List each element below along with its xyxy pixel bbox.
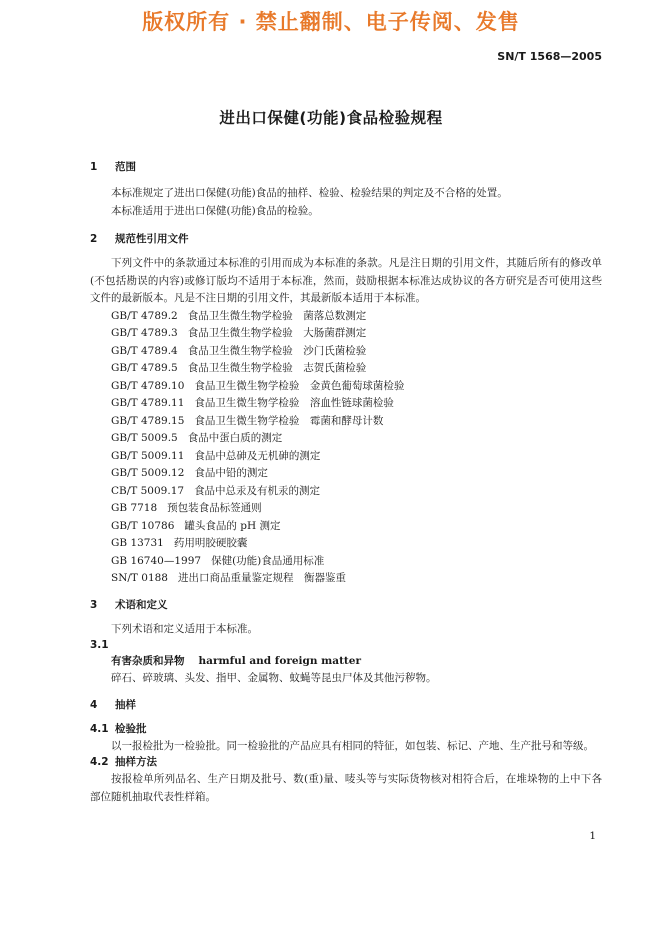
reference-code: GB 13731 xyxy=(111,537,164,549)
reference-item xyxy=(111,430,602,448)
term-number: 3.1 xyxy=(90,639,109,651)
section-title: 规范性引用文件 xyxy=(115,233,189,245)
reference-title: 食品中总汞及有机汞的测定 xyxy=(194,484,321,497)
document-body xyxy=(90,160,602,806)
section-3-heading xyxy=(90,598,602,612)
reference-code: GB/T 4789.2 xyxy=(111,309,178,322)
subsection-4-1-heading xyxy=(90,722,602,736)
subsection-title: 检验批 xyxy=(115,722,147,735)
subsection-number: 4.1 xyxy=(90,722,109,735)
section-number: 2 xyxy=(90,233,98,245)
reference-item xyxy=(111,378,602,396)
paragraph: 按报检单所列品名、生产日期及批号、数(重)量、唛头等与实际货物核对相符合后，在堆垛物的上中下各部位随机抽取代表性样箱。 xyxy=(90,773,602,803)
reference-title: 食品卫生微生物学检验 大肠菌群测定 xyxy=(187,327,367,339)
reference-code: GB/T 4789.10 xyxy=(111,379,185,392)
reference-code: GB 7718 xyxy=(111,502,158,514)
reference-title: 罐头食品的 pH 测定 xyxy=(184,519,281,532)
reference-item xyxy=(111,535,602,553)
term-english: harmful and foreign matter xyxy=(198,655,361,667)
term-heading xyxy=(90,653,602,670)
reference-code: SN/T 0188 xyxy=(111,572,168,584)
reference-item xyxy=(111,360,602,378)
reference-item xyxy=(111,518,602,536)
reference-title: 食品卫生微生物学检验 金黄色葡萄球菌检验 xyxy=(194,379,405,392)
reference-list xyxy=(111,308,602,588)
reference-item xyxy=(111,465,602,483)
reference-item xyxy=(111,483,602,501)
section-title: 抽样 xyxy=(115,698,136,711)
reference-code: GB/T 4789.15 xyxy=(111,414,185,427)
section-number: 1 xyxy=(90,161,98,173)
reference-item xyxy=(111,308,602,326)
reference-code: GB/T 5009.12 xyxy=(111,467,185,479)
subsection-4-2-heading xyxy=(90,755,602,769)
reference-title: 食品卫生微生物学检验 霉菌和酵母计数 xyxy=(194,414,384,427)
reference-code: GB/T 4789.5 xyxy=(111,362,178,374)
document-title: 进出口保健(功能)食品检验规程 xyxy=(219,109,443,127)
reference-code: GB/T 5009.11 xyxy=(111,449,185,462)
section-2-heading xyxy=(90,232,602,246)
section-title: 范围 xyxy=(115,161,136,173)
reference-code: GB/T 4789.4 xyxy=(111,344,178,357)
reference-title: 食品卫生微生物学检验 志贺氏菌检验 xyxy=(187,362,367,374)
paragraph: 本标准规定了进出口保健(功能)食品的抽样、检验、检验结果的判定及不合格的处置。 xyxy=(111,187,508,199)
subsection-number: 4.2 xyxy=(90,756,109,768)
reference-code: GB/T 10786 xyxy=(111,519,175,532)
section-1-heading xyxy=(90,160,602,174)
reference-title: 食品卫生微生物学检验 菌落总数测定 xyxy=(187,309,367,322)
reference-item xyxy=(111,448,602,466)
paragraph: 以一报检批为一检验批。同一检验批的产品应具有相同的特征，如包装、标记、产地、生产批号和等级。 xyxy=(111,739,594,752)
term-chinese: 有害杂质和异物 xyxy=(111,655,185,667)
reference-title: 保健(功能)食品通用标准 xyxy=(211,554,325,567)
reference-title: 食品中铅的测定 xyxy=(194,467,268,479)
reference-item xyxy=(111,343,602,361)
reference-code: GB/T 5009.5 xyxy=(111,432,178,444)
paragraph: 下列术语和定义适用于本标准。 xyxy=(111,622,258,635)
reference-code: GB/T 4789.3 xyxy=(111,327,178,339)
reference-item xyxy=(111,500,602,518)
section-number: 3 xyxy=(90,598,98,611)
paragraph: 下列文件中的条款通过本标准的引用而成为本标准的条款。凡是注日期的引用文件，其随后所有的修改单(不包括勘误的内容)或修订版均不适用于本标准，然而，鼓励根据本标准达成协议的各方研究是否可使用这些文件的最新版本。凡是不注日期的引用文件，其最新版本适用于本标准。 xyxy=(90,257,602,304)
reference-title: 食品中总砷及无机砷的测定 xyxy=(194,449,321,462)
reference-title: 进出口商品重量鉴定规程 衡器鉴重 xyxy=(177,572,346,584)
reference-title: 药用明胶硬胶囊 xyxy=(173,537,248,549)
reference-item xyxy=(111,395,602,413)
reference-item xyxy=(111,553,602,571)
reference-title: 食品卫生微生物学检验 沙门氏菌检验 xyxy=(187,344,367,357)
reference-title: 食品卫生微生物学检验 溶血性链球菌检验 xyxy=(194,397,394,409)
subsection-title: 抽样方法 xyxy=(115,756,157,768)
reference-item xyxy=(111,413,602,431)
reference-code: GB/T 4789.11 xyxy=(111,397,185,409)
term-definition: 碎石、碎玻璃、头发、指甲、金属物、蚊蝇等昆虫尸体及其他污秽物。 xyxy=(111,672,437,684)
page-number: 1 xyxy=(589,830,596,842)
reference-item xyxy=(111,325,602,343)
reference-code: GB 16740—1997 xyxy=(111,554,202,567)
reference-code: CB/T 5009.17 xyxy=(111,484,185,497)
section-4-heading xyxy=(90,698,602,712)
section-title: 术语和定义 xyxy=(115,598,168,611)
reference-item xyxy=(111,570,602,588)
reference-title: 预包装食品标签通则 xyxy=(167,502,262,514)
standard-code: SN/T 1568—2005 xyxy=(497,50,602,63)
section-number: 4 xyxy=(90,698,98,711)
reference-title: 食品中蛋白质的测定 xyxy=(187,432,283,444)
copyright-watermark: 版权所有 · 禁止翻制、电子传阅、发售 xyxy=(142,10,520,34)
paragraph: 本标准适用于进出口保健(功能)食品的检验。 xyxy=(111,204,319,217)
